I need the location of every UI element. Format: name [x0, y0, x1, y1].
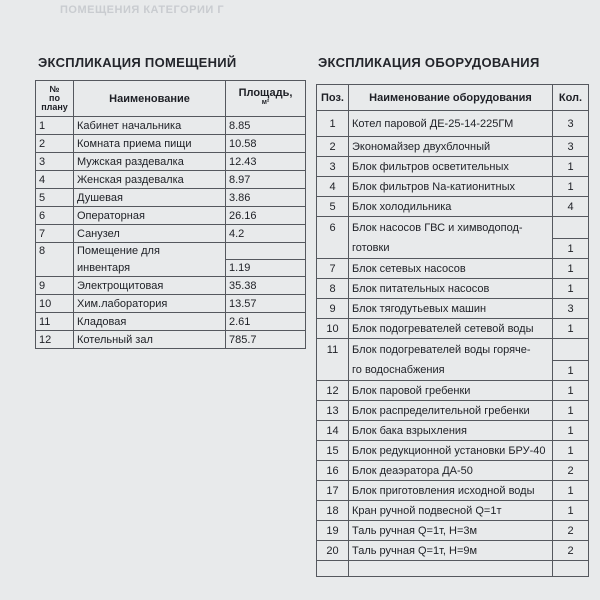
equipment-table-title: ЭКСПЛИКАЦИЯ ОБОРУДОВАНИЯ [318, 55, 540, 70]
equipment-qty-empty [553, 217, 589, 239]
equipment-table-row [317, 441, 589, 461]
equipment-table-row [317, 177, 589, 197]
equipment-name: Блок насосов ГВС и химводопод- [349, 217, 553, 239]
equipment-table-row [317, 299, 589, 319]
equipment-quantity: 1 [553, 421, 589, 441]
rooms-table-row [36, 207, 306, 225]
equipment-qty-empty [553, 339, 589, 361]
equipment-name: Блок подогревателей воды горяче- [349, 339, 553, 361]
equipment-header-name: Наименование оборудования [349, 85, 553, 111]
room-number: 3 [36, 153, 74, 171]
room-number: 7 [36, 225, 74, 243]
room-number-empty [36, 260, 74, 277]
equipment-position: 6 [317, 217, 349, 239]
equipment-name: Таль ручная Q=1т, Н=9м [349, 541, 553, 561]
equipment-table-row [317, 381, 589, 401]
room-area-empty [226, 243, 306, 260]
equipment-position: 5 [317, 197, 349, 217]
room-name: Санузел [74, 225, 226, 243]
equipment-position: 3 [317, 157, 349, 177]
equipment-table-row [317, 157, 589, 177]
equipment-name: Таль ручная Q=1т, Н=3м [349, 521, 553, 541]
equipment-table-row [317, 111, 589, 137]
equipment-header-row [317, 85, 589, 111]
equipment-position: 12 [317, 381, 349, 401]
room-area: 1.19 [226, 260, 306, 277]
rooms-table-row [36, 331, 306, 349]
equipment-name: Блок паровой гребенки [349, 381, 553, 401]
room-name: Котельный зал [74, 331, 226, 349]
equipment-quantity: 1 [553, 279, 589, 299]
equipment-header-qty: Кол. [553, 85, 589, 111]
equipment-quantity: 1 [553, 239, 589, 259]
equipment-name: Блок бака взрыхления [349, 421, 553, 441]
room-name: Женская раздевалка [74, 171, 226, 189]
room-name: Мужская раздевалка [74, 153, 226, 171]
rooms-table-row [36, 171, 306, 189]
equipment-table-row [317, 339, 589, 361]
room-number: 10 [36, 295, 74, 313]
room-name: Кабинет начальника [74, 117, 226, 135]
equipment-name: Экономайзер двухблочный [349, 137, 553, 157]
equipment-position: 2 [317, 137, 349, 157]
equipment-position-empty [317, 239, 349, 259]
equipment-table-row [317, 481, 589, 501]
equipment-quantity: 1 [553, 401, 589, 421]
room-area: 12.43 [226, 153, 306, 171]
equipment-name: Блок редукционной установки БРУ-40 [349, 441, 553, 461]
equipment-name: Блок приготовления исходной воды [349, 481, 553, 501]
equipment-position: 14 [317, 421, 349, 441]
room-number: 6 [36, 207, 74, 225]
equipment-table-row [317, 197, 589, 217]
equipment-quantity: 2 [553, 541, 589, 561]
equipment-position: 10 [317, 319, 349, 339]
equipment-table-row [317, 279, 589, 299]
equipment-table-row [317, 137, 589, 157]
room-number: 2 [36, 135, 74, 153]
equipment-name-continuation: готовки [349, 239, 553, 259]
equipment-position: 9 [317, 299, 349, 319]
equipment-quantity: 4 [553, 197, 589, 217]
rooms-table-row-continuation [36, 260, 306, 277]
room-name: Электрощитовая [74, 277, 226, 295]
rooms-table-row [36, 313, 306, 331]
equipment-table-row [317, 401, 589, 421]
equipment-position: 7 [317, 259, 349, 279]
equipment-position: 8 [317, 279, 349, 299]
equipment-table-row [317, 259, 589, 279]
equipment-position: 1 [317, 111, 349, 137]
rooms-header-area-unit: м² [261, 98, 270, 106]
equipment-table-blank-row [317, 561, 589, 577]
rooms-table-row [36, 135, 306, 153]
equipment-quantity: 3 [553, 299, 589, 319]
rooms-header-area [226, 81, 306, 117]
room-number: 9 [36, 277, 74, 295]
equipment-table-row-continuation [317, 361, 589, 381]
equipment-position: 20 [317, 541, 349, 561]
rooms-table-row [36, 295, 306, 313]
room-area: 3.86 [226, 189, 306, 207]
room-area: 26.16 [226, 207, 306, 225]
equipment-name: Блок распределительной гребенки [349, 401, 553, 421]
equipment-position-empty [317, 361, 349, 381]
equipment-position: 15 [317, 441, 349, 461]
equipment-table-row [317, 319, 589, 339]
equipment-position: 16 [317, 461, 349, 481]
equipment-quantity: 2 [553, 521, 589, 541]
rooms-header-no-line1: № [49, 84, 60, 94]
equipment-quantity: 3 [553, 111, 589, 137]
rooms-table-row [36, 189, 306, 207]
equipment-name: Блок сетевых насосов [349, 259, 553, 279]
equipment-position: 11 [317, 339, 349, 361]
equipment-position: 13 [317, 401, 349, 421]
equipment-table-row [317, 541, 589, 561]
rooms-table-row [36, 153, 306, 171]
equipment-table-row [317, 461, 589, 481]
equipment-name: Блок холодильника [349, 197, 553, 217]
room-name: Кладовая [74, 313, 226, 331]
equipment-name: Кран ручной подвесной Q=1т [349, 501, 553, 521]
room-area: 35.38 [226, 277, 306, 295]
room-area: 13.57 [226, 295, 306, 313]
room-area: 785.7 [226, 331, 306, 349]
room-number: 5 [36, 189, 74, 207]
equipment-name: Блок деаэратора ДА-50 [349, 461, 553, 481]
rooms-header-no-line2: по [49, 93, 60, 103]
equipment-quantity: 1 [553, 481, 589, 501]
room-area: 8.97 [226, 171, 306, 189]
equipment-table-row [317, 501, 589, 521]
faint-background-header: ПОМЕЩЕНИЯ КАТЕГОРИИ Г [60, 4, 225, 16]
rooms-header-no [36, 81, 74, 117]
equipment-quantity: 1 [553, 177, 589, 197]
rooms-header-name: Наименование [74, 81, 226, 117]
equipment-header-pos: Поз. [317, 85, 349, 111]
room-number: 8 [36, 243, 74, 260]
rooms-table-title: ЭКСПЛИКАЦИЯ ПОМЕЩЕНИЙ [38, 55, 237, 70]
equipment-quantity: 1 [553, 501, 589, 521]
equipment-quantity: 1 [553, 381, 589, 401]
room-area: 2.61 [226, 313, 306, 331]
rooms-table-row [36, 277, 306, 295]
equipment-name: Котел паровой ДЕ-25-14-225ГМ [349, 111, 553, 137]
equipment-table-row-continuation [317, 239, 589, 259]
rooms-header-row [36, 81, 306, 117]
rooms-table-row [36, 117, 306, 135]
room-area: 8.85 [226, 117, 306, 135]
room-name: Душевая [74, 189, 226, 207]
room-name: Операторная [74, 207, 226, 225]
room-area: 4.2 [226, 225, 306, 243]
room-number: 1 [36, 117, 74, 135]
equipment-name: Блок тягодутьевых машин [349, 299, 553, 319]
rooms-table-row [36, 225, 306, 243]
equipment-quantity: 1 [553, 157, 589, 177]
equipment-name: Блок питательных насосов [349, 279, 553, 299]
equipment-position: 17 [317, 481, 349, 501]
equipment-name: Блок подогревателей сетевой воды [349, 319, 553, 339]
equipment-quantity: 3 [553, 137, 589, 157]
room-area: 10.58 [226, 135, 306, 153]
equipment-quantity: 1 [553, 441, 589, 461]
rooms-header-no-line3: плану [41, 102, 68, 112]
equipment-quantity: 1 [553, 259, 589, 279]
equipment-name-continuation: го водоснабжения [349, 361, 553, 381]
equipment-position: 4 [317, 177, 349, 197]
room-name: Комната приема пищи [74, 135, 226, 153]
equipment-name: Блок фильтров осветительных [349, 157, 553, 177]
room-number: 4 [36, 171, 74, 189]
room-name: Помещение для [74, 243, 226, 260]
equipment-position: 18 [317, 501, 349, 521]
equipment-table-row [317, 421, 589, 441]
equipment-table [316, 84, 589, 577]
room-number: 11 [36, 313, 74, 331]
equipment-table-row [317, 217, 589, 239]
rooms-header-area-label: Площадь, [238, 86, 293, 99]
rooms-table [35, 80, 306, 349]
equipment-quantity: 2 [553, 461, 589, 481]
equipment-quantity: 1 [553, 361, 589, 381]
room-number: 12 [36, 331, 74, 349]
room-name-continuation: инвентаря [74, 260, 226, 277]
equipment-name: Блок фильтров Na-катионитных [349, 177, 553, 197]
equipment-quantity: 1 [553, 319, 589, 339]
equipment-table-row [317, 521, 589, 541]
rooms-table-row [36, 243, 306, 260]
equipment-position: 19 [317, 521, 349, 541]
room-name: Хим.лаборатория [74, 295, 226, 313]
